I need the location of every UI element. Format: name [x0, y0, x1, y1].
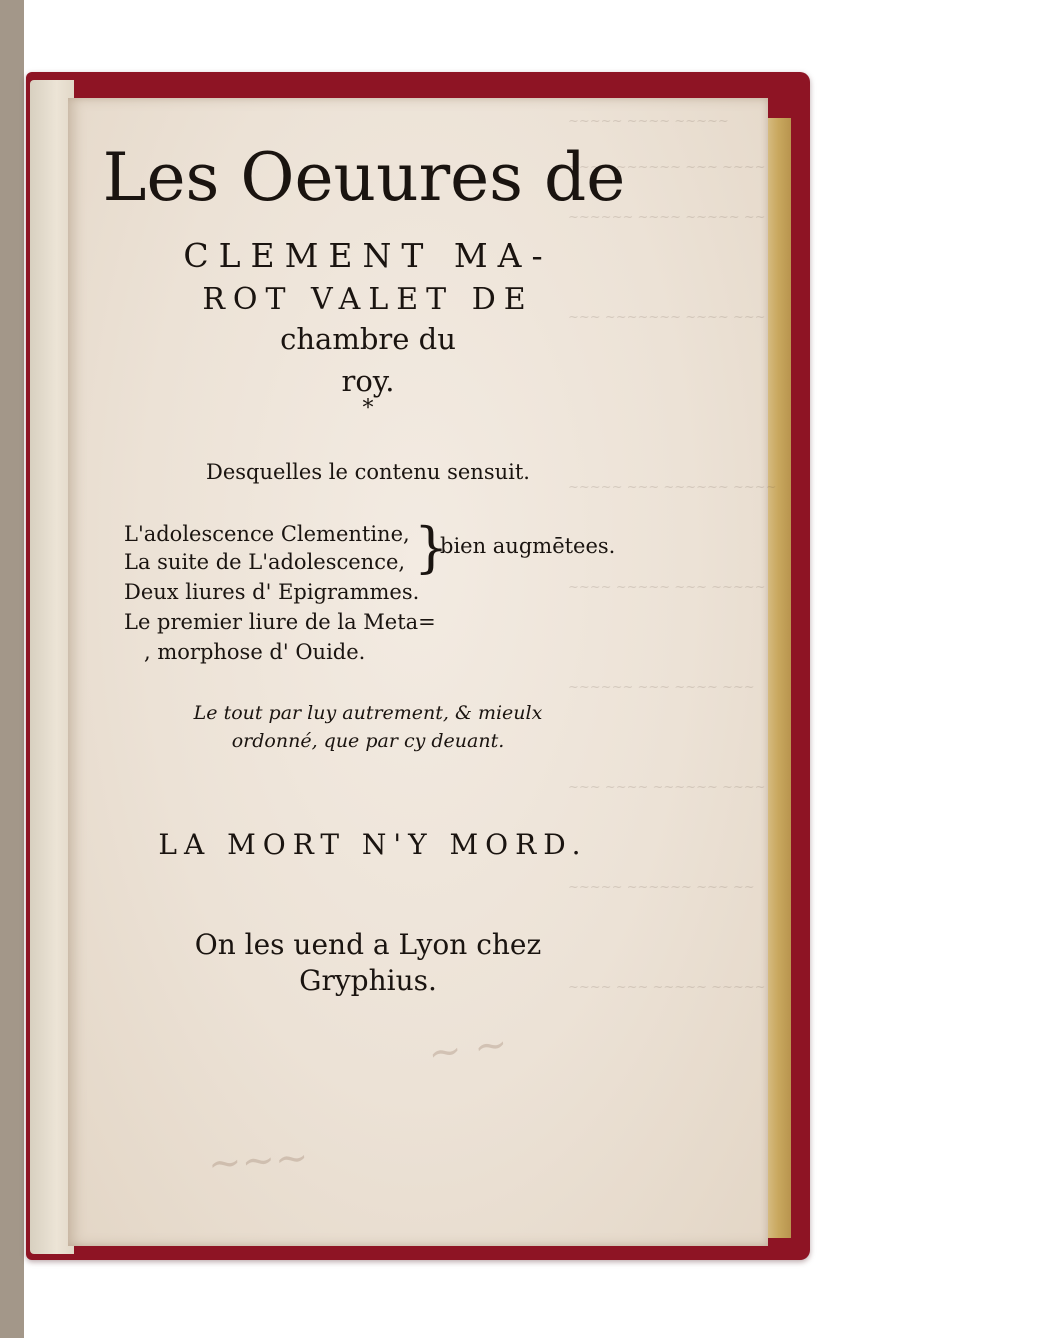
author-line: ROT VALET DE — [202, 282, 534, 317]
book-title: Les Oeuures de — [102, 139, 626, 216]
show-through-text: ~~~~ ~~~~~~ ~~~ ~~~~ — [568, 160, 766, 175]
imprint-line: Gryphius. — [299, 964, 437, 997]
show-through-text: ~~~ ~~~~~~~ ~~~~ ~~~ — [568, 310, 766, 325]
show-through-text: ~~~~ ~~~ ~~~~~ ~~~~~ — [568, 980, 766, 995]
brace-glyph: } — [414, 516, 449, 579]
show-through-text: ~~~~~ ~~~~~~ ~~~ ~~ — [568, 880, 755, 895]
work-title: L'adolescence Clementine, — [124, 522, 410, 546]
author-line: CLEMENT MA- — [183, 236, 553, 275]
work-title: Le premier liure de la Meta= — [124, 610, 436, 634]
tagline: Le tout par luy autrement, & mieulx — [193, 702, 543, 724]
show-through-text: ~~~~~~ ~~~~ ~~~~~ ~~ — [568, 210, 766, 225]
imprint-line: On les uend a Lyon chez — [194, 928, 542, 961]
faded-pencil-mark: ~~~ — [206, 1134, 311, 1188]
side-bar — [0, 0, 24, 1338]
contents-heading: Desquelles le contenu sensuit. — [206, 460, 530, 484]
author-line: chambre du — [280, 322, 456, 356]
show-through-text: ~~~~~ ~~~~ ~~~~~ — [568, 114, 729, 129]
printer-motto: LA MORT N'Y MORD. — [158, 828, 588, 861]
asterisk-ornament: * — [362, 396, 374, 421]
title-page — [68, 98, 777, 1246]
show-through-text: ~~~~ ~~~~~ ~~~ ~~~~~ — [568, 580, 766, 595]
work-title: Deux liures d' Epigrammes. — [124, 580, 420, 604]
show-through-text: ~~~~~~ ~~~ ~~~~ ~~~ — [568, 680, 755, 695]
show-through-text: ~~~ ~~~~ ~~~~~~ ~~~~ — [568, 780, 766, 795]
tagline: ordonné, que par cy deuant. — [231, 730, 505, 752]
work-title: , morphose d' Ouide. — [144, 640, 366, 664]
show-through-text: ~~~~~ ~~~ ~~~~~~ ~~~~ — [568, 480, 777, 495]
work-title: La suite de L'adolescence, — [124, 550, 406, 574]
faded-pencil-mark: ~ ~ — [425, 1020, 511, 1078]
author-line: roy. — [341, 364, 395, 398]
works-note: bien augmētees. — [440, 534, 616, 558]
